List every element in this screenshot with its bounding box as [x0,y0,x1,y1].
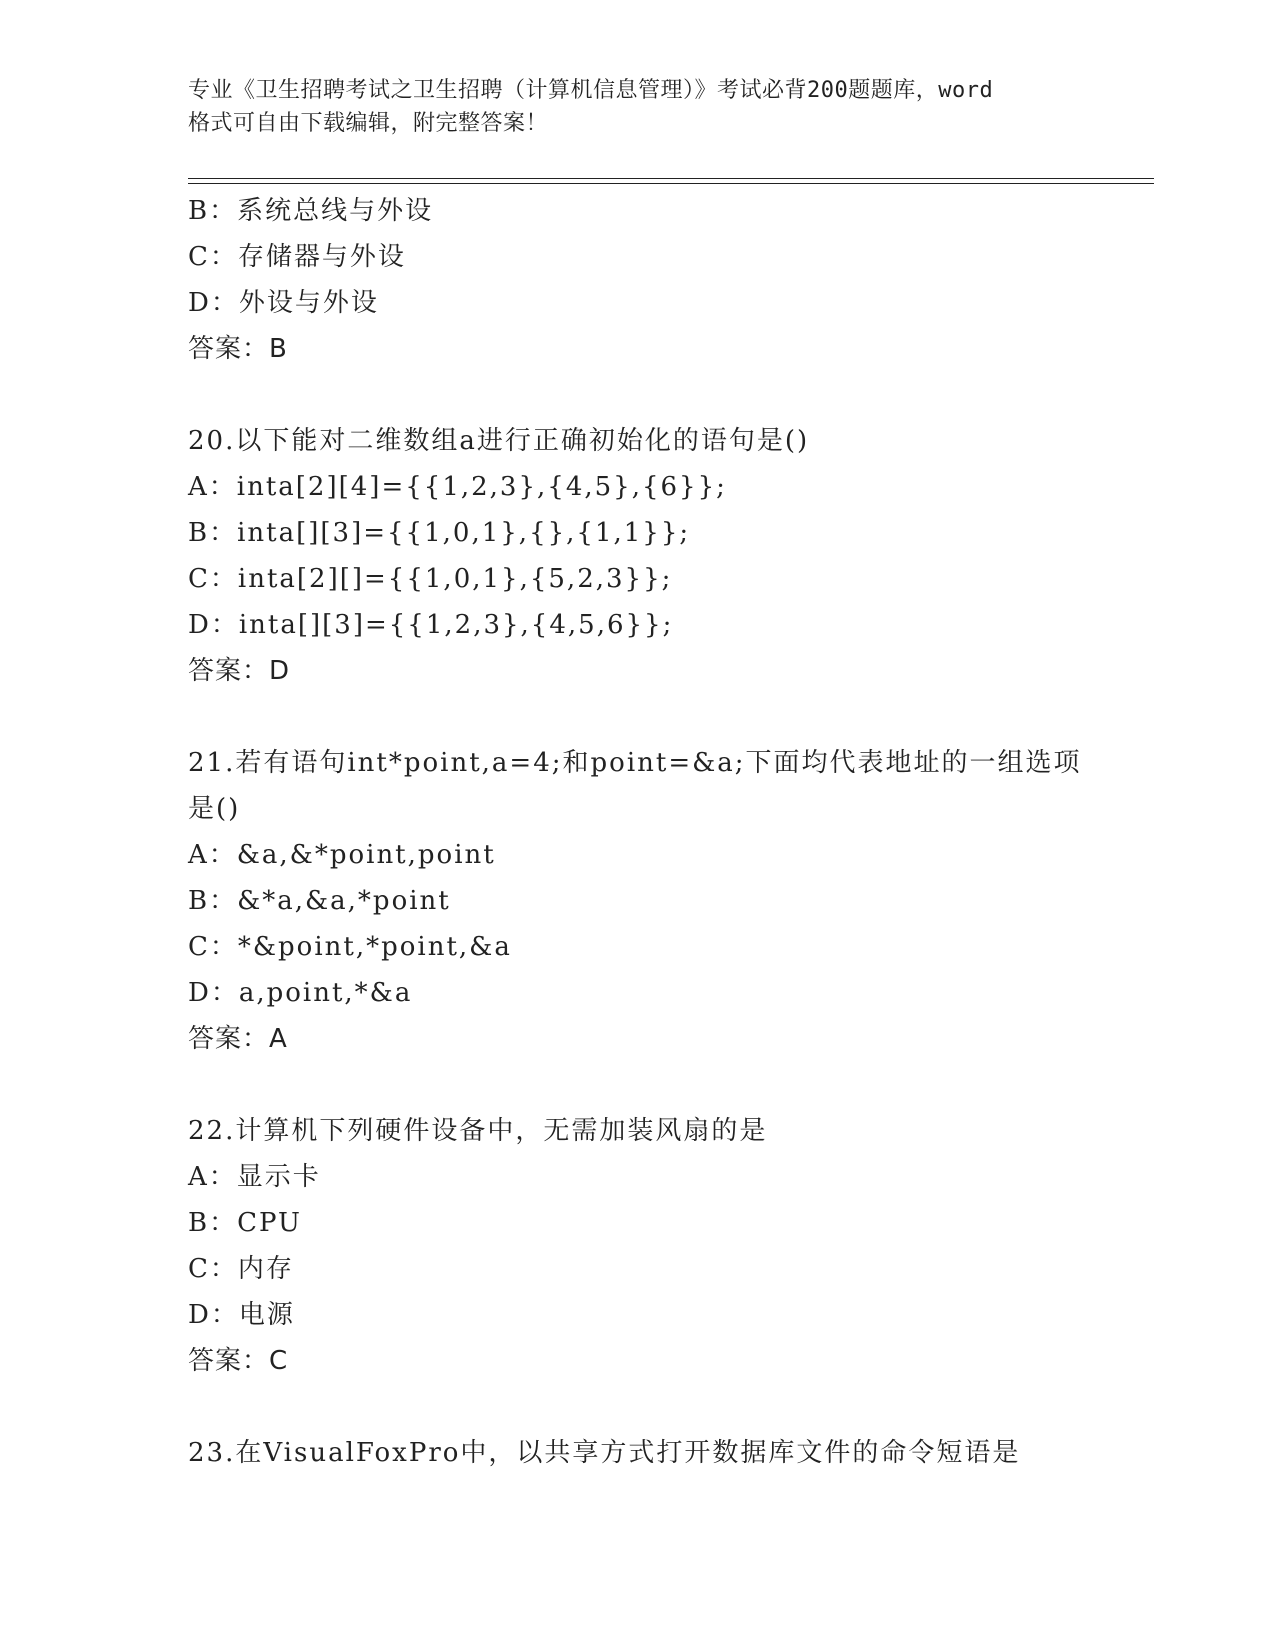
q20-question: 20.以下能对二维数组a进行正确初始化的语句是() [188,426,810,456]
q22-question: 22.计算机下列硬件设备中，无需加装风扇的是 [188,1116,768,1146]
q21-option-d: D：a,point,*&a [188,978,413,1008]
q21-question-line-1: 21.若有语句int*point,a=4;和point=&a;下面均代表地址的一组选项 [188,748,1082,778]
q21-answer: 答案：A [188,1024,288,1054]
q22-option-d: D：电源 [188,1300,295,1330]
question-19-block [188,188,1148,372]
q22-option-c: C：内存 [188,1254,294,1284]
spacer [188,694,1148,740]
question-22-block [188,1108,1148,1384]
q19-option-b: B：系统总线与外设 [188,196,434,226]
q20-option-a: A：inta[2][4]={{1,2,3},{4,5},{6}}; [188,472,727,502]
q19-answer: 答案：B [188,334,288,364]
q20-option-c: C：inta[2][]={{1,0,1},{5,2,3}}; [188,564,673,594]
q20-option-b: B：inta[][3]={{1,0,1},{},{1,1}}; [188,518,691,548]
header-rule-bottom [188,183,1154,184]
q19-option-d: D：外设与外设 [188,288,379,318]
q21-option-c: C：*&point,*point,&a [188,932,512,962]
document-body [188,188,1148,1476]
question-23-block [188,1430,1148,1476]
q23-question: 23.在VisualFoxPro中，以共享方式打开数据库文件的命令短语是 [188,1438,1021,1468]
q21-option-b: B：&*a,&a,*point [188,886,451,916]
q21-question-line-2: 是() [188,794,241,824]
question-21-block [188,740,1148,1062]
header-line-2: 格式可自由下载编辑，附完整答案！ [188,111,549,136]
header-rule-top [188,178,1154,179]
spacer [188,1062,1148,1108]
q22-option-b: B：CPU [188,1208,302,1238]
q20-answer: 答案：D [188,656,291,686]
header-line-1: 专业《卫生招聘考试之卫生招聘（计算机信息管理）》考试必背200题题库，word [188,78,994,103]
spacer [188,1384,1148,1430]
q20-option-d: D：inta[][3]={{1,2,3},{4,5,6}}; [188,610,674,640]
q22-option-a: A：显示卡 [188,1162,321,1192]
q22-answer: 答案：C [188,1346,289,1376]
spacer [188,372,1148,418]
document-header [188,74,1088,140]
question-20-block [188,418,1148,694]
q21-option-a: A：&a,&*point,point [188,840,496,870]
q19-option-c: C：存储器与外设 [188,242,406,272]
